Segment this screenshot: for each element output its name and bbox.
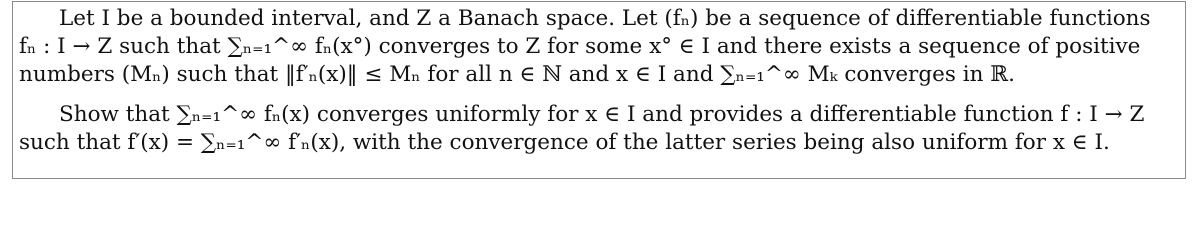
statement-line-2: fₙ : I → Z such that ∑ₙ₌₁^∞ fₙ(x°) converges to Z for some x° ∈ I and there exists a sequence of positive [19,34,1141,59]
task-line-2: such that f′(x) = ∑ₙ₌₁^∞ f′ₙ(x), with the convergence of the latter series being also uniform for x ∈ I. [19,130,1110,155]
statement-line-1: Let I be a bounded interval, and Z a Banach space. Let (fₙ) be a sequence of differentiable functions [59,6,1151,31]
problem-box [12,1,1186,179]
task-line-1: Show that ∑ₙ₌₁^∞ fₙ(x) converges uniformly for x ∈ I and provides a differentiable function f : I → Z [59,102,1145,127]
task-paragraph [19,101,1177,157]
problem-statement-paragraph [19,5,1177,89]
statement-line-3: numbers (Mₙ) such that ‖f′ₙ(x)‖ ≤ Mₙ for all n ∈ ℕ and x ∈ I and ∑ₙ₌₁^∞ Mₖ converges in ℝ. [19,62,1015,87]
